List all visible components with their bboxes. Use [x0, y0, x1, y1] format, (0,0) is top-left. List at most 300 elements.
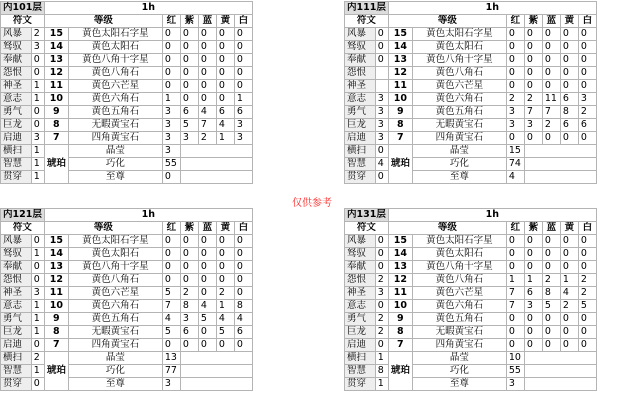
level-number[interactable]: 7: [44, 339, 68, 352]
rune-name[interactable]: 风暴: [345, 235, 376, 248]
drop-count[interactable]: 3: [162, 106, 180, 119]
rune-name[interactable]: 贯穿: [1, 378, 32, 391]
drop-count[interactable]: 0: [524, 132, 542, 145]
drop-count[interactable]: 0: [216, 274, 234, 287]
drop-count[interactable]: 0: [542, 41, 560, 54]
drop-count[interactable]: 1: [216, 132, 234, 145]
drop-count[interactable]: 7: [162, 300, 180, 313]
drop-count[interactable]: 0: [578, 326, 596, 339]
rune-name[interactable]: 怨恨: [345, 274, 376, 287]
col-header-level[interactable]: 等级: [388, 15, 506, 28]
gem-name[interactable]: 黄色五角石: [412, 106, 506, 119]
drop-count[interactable]: 2: [542, 274, 560, 287]
drop-count[interactable]: 0: [216, 80, 234, 93]
level-number[interactable]: 13: [44, 261, 68, 274]
drop-count[interactable]: 0: [524, 326, 542, 339]
amber-tier[interactable]: 巧化: [68, 158, 162, 171]
empty-cell[interactable]: [180, 158, 252, 171]
col-header-rune[interactable]: 符文: [1, 222, 45, 235]
drop-count[interactable]: 5: [198, 313, 216, 326]
drop-count[interactable]: 0: [216, 261, 234, 274]
gem-name[interactable]: 黄色六芒星: [412, 80, 506, 93]
drop-count[interactable]: 6: [234, 326, 252, 339]
empty-cell[interactable]: [524, 378, 596, 391]
drop-count[interactable]: 0: [542, 326, 560, 339]
amber-label[interactable]: 琥珀: [388, 352, 412, 391]
rune-count[interactable]: 0: [375, 339, 388, 352]
gem-name[interactable]: 黄色六角石: [412, 93, 506, 106]
gem-name[interactable]: 黄色八角石: [68, 274, 162, 287]
rune-name[interactable]: 驽驭: [1, 41, 32, 54]
drop-count[interactable]: 0: [198, 41, 216, 54]
col-header-blue[interactable]: 蓝: [542, 222, 560, 235]
rune-count[interactable]: 1: [375, 378, 388, 391]
amber-count[interactable]: 3: [506, 378, 524, 391]
empty-cell[interactable]: [524, 171, 596, 184]
rune-name[interactable]: 怨恨: [1, 274, 32, 287]
drop-count[interactable]: 4: [198, 300, 216, 313]
drop-count[interactable]: 0: [198, 54, 216, 67]
drop-count[interactable]: 0: [524, 339, 542, 352]
rune-name[interactable]: 意志: [345, 93, 376, 106]
rune-count[interactable]: 0: [375, 145, 388, 158]
drop-count[interactable]: 0: [560, 80, 578, 93]
col-header-yellow[interactable]: 黄: [560, 15, 578, 28]
col-header-red[interactable]: 红: [506, 15, 524, 28]
drop-count[interactable]: 2: [198, 132, 216, 145]
floor-title[interactable]: 内121层: [1, 209, 45, 222]
rune-name[interactable]: 勇气: [1, 106, 32, 119]
drop-count[interactable]: 0: [180, 28, 198, 41]
drop-count[interactable]: 0: [506, 54, 524, 67]
amber-tier[interactable]: 巧化: [412, 158, 506, 171]
drop-count[interactable]: 0: [180, 248, 198, 261]
drop-count[interactable]: 0: [560, 339, 578, 352]
drop-count[interactable]: 0: [560, 248, 578, 261]
drop-count[interactable]: 0: [524, 261, 542, 274]
drop-count[interactable]: 0: [234, 287, 252, 300]
drop-count[interactable]: 0: [578, 132, 596, 145]
drop-count[interactable]: 1: [506, 274, 524, 287]
amber-tier[interactable]: 至尊: [68, 171, 162, 184]
gem-name[interactable]: 无暇黄宝石: [68, 119, 162, 132]
duration[interactable]: 1h: [44, 2, 252, 15]
level-number[interactable]: 9: [388, 313, 412, 326]
amber-tier[interactable]: 晶莹: [412, 145, 506, 158]
empty-cell[interactable]: [524, 145, 596, 158]
rune-name[interactable]: 神圣: [1, 80, 32, 93]
drop-count[interactable]: 6: [560, 93, 578, 106]
drop-count[interactable]: 5: [578, 300, 596, 313]
rune-count[interactable]: 2: [31, 352, 44, 365]
rune-name[interactable]: 横扫: [345, 145, 376, 158]
rune-name[interactable]: 启迪: [345, 339, 376, 352]
drop-count[interactable]: 0: [578, 261, 596, 274]
amber-tier[interactable]: 晶莹: [68, 145, 162, 158]
gem-name[interactable]: 黄色八角十字星: [68, 54, 162, 67]
drop-count[interactable]: 0: [506, 67, 524, 80]
drop-count[interactable]: 6: [578, 119, 596, 132]
drop-count[interactable]: 2: [560, 300, 578, 313]
amber-label[interactable]: 琥珀: [44, 352, 68, 391]
drop-count[interactable]: 1: [524, 274, 542, 287]
level-number[interactable]: 13: [388, 54, 412, 67]
duration[interactable]: 1h: [388, 2, 596, 15]
drop-count[interactable]: 0: [216, 93, 234, 106]
drop-count[interactable]: 0: [542, 313, 560, 326]
drop-count[interactable]: 0: [198, 248, 216, 261]
empty-cell[interactable]: [180, 352, 252, 365]
empty-cell[interactable]: [524, 158, 596, 171]
rune-name[interactable]: 启迪: [345, 132, 376, 145]
rune-count[interactable]: 2: [31, 28, 44, 41]
rune-count[interactable]: 0: [31, 378, 44, 391]
drop-count[interactable]: 8: [234, 300, 252, 313]
drop-count[interactable]: 0: [180, 274, 198, 287]
level-number[interactable]: 10: [388, 300, 412, 313]
drop-count[interactable]: 0: [524, 248, 542, 261]
drop-count[interactable]: 0: [198, 339, 216, 352]
rune-count[interactable]: 1: [31, 365, 44, 378]
drop-count[interactable]: 0: [198, 28, 216, 41]
rune-count[interactable]: 0: [375, 261, 388, 274]
rune-count[interactable]: 0: [375, 235, 388, 248]
amber-count[interactable]: 10: [506, 352, 524, 365]
gem-name[interactable]: 黄色八角石: [412, 274, 506, 287]
drop-count[interactable]: 6: [234, 106, 252, 119]
col-header-red[interactable]: 红: [506, 222, 524, 235]
gem-name[interactable]: 黄色太阳石字星: [412, 28, 506, 41]
rune-name[interactable]: 巨龙: [1, 119, 32, 132]
gem-name[interactable]: 黄色五角石: [68, 313, 162, 326]
col-header-level[interactable]: 等级: [44, 15, 162, 28]
floor-title[interactable]: 内101层: [1, 2, 45, 15]
drop-count[interactable]: 0: [180, 41, 198, 54]
rune-name[interactable]: 横扫: [1, 352, 32, 365]
empty-cell[interactable]: [180, 378, 252, 391]
drop-count[interactable]: 6: [524, 287, 542, 300]
drop-count[interactable]: 0: [234, 28, 252, 41]
gem-name[interactable]: 黄色八角石: [412, 67, 506, 80]
rune-count[interactable]: 0: [31, 274, 44, 287]
amber-count[interactable]: 3: [162, 145, 180, 158]
gem-name[interactable]: 四角黄宝石: [68, 132, 162, 145]
drop-count[interactable]: 3: [234, 119, 252, 132]
drop-count[interactable]: 0: [180, 93, 198, 106]
gem-name[interactable]: 黄色八角十字星: [412, 261, 506, 274]
drop-count[interactable]: 0: [524, 41, 542, 54]
rune-count[interactable]: 0: [375, 248, 388, 261]
drop-count[interactable]: 0: [162, 41, 180, 54]
drop-count[interactable]: 3: [162, 132, 180, 145]
drop-count[interactable]: 8: [180, 300, 198, 313]
col-header-white[interactable]: 白: [578, 222, 596, 235]
drop-count[interactable]: 0: [560, 261, 578, 274]
drop-count[interactable]: 0: [216, 67, 234, 80]
rune-count[interactable]: 0: [375, 300, 388, 313]
drop-count[interactable]: 0: [578, 339, 596, 352]
drop-count[interactable]: 0: [506, 28, 524, 41]
col-header-white[interactable]: 白: [578, 15, 596, 28]
gem-name[interactable]: 黄色六芒星: [68, 80, 162, 93]
drop-count[interactable]: 1: [234, 93, 252, 106]
drop-count[interactable]: 0: [180, 339, 198, 352]
rune-name[interactable]: 智慧: [345, 158, 376, 171]
drop-count[interactable]: 0: [162, 28, 180, 41]
level-number[interactable]: 10: [388, 93, 412, 106]
rune-name[interactable]: 横扫: [345, 352, 376, 365]
drop-count[interactable]: 0: [162, 339, 180, 352]
rune-name[interactable]: 怨恨: [1, 67, 32, 80]
drop-count[interactable]: 1: [560, 274, 578, 287]
drop-count[interactable]: 3: [524, 119, 542, 132]
drop-count[interactable]: 3: [524, 300, 542, 313]
level-number[interactable]: 15: [44, 28, 68, 41]
drop-count[interactable]: 7: [542, 106, 560, 119]
amber-label[interactable]: 琥珀: [44, 145, 68, 184]
drop-count[interactable]: 0: [560, 132, 578, 145]
drop-count[interactable]: 0: [578, 41, 596, 54]
amber-count[interactable]: 3: [162, 378, 180, 391]
rune-count[interactable]: 3: [375, 119, 388, 132]
level-number[interactable]: 12: [388, 274, 412, 287]
level-number[interactable]: 11: [44, 287, 68, 300]
drop-count[interactable]: 2: [506, 93, 524, 106]
drop-count[interactable]: 2: [216, 287, 234, 300]
drop-count[interactable]: 0: [180, 80, 198, 93]
drop-count[interactable]: 2: [542, 119, 560, 132]
col-header-level[interactable]: 等级: [44, 222, 162, 235]
drop-count[interactable]: 0: [542, 80, 560, 93]
drop-count[interactable]: 0: [180, 235, 198, 248]
drop-count[interactable]: 0: [198, 326, 216, 339]
drop-count[interactable]: 0: [198, 235, 216, 248]
rune-name[interactable]: 贯穿: [345, 378, 376, 391]
col-header-rune[interactable]: 符文: [345, 15, 389, 28]
col-header-level[interactable]: 等级: [388, 222, 506, 235]
rune-name[interactable]: 智慧: [1, 365, 32, 378]
gem-name[interactable]: 黄色六芒星: [68, 287, 162, 300]
empty-cell[interactable]: [180, 171, 252, 184]
amber-count[interactable]: 77: [162, 365, 180, 378]
drop-count[interactable]: 0: [198, 261, 216, 274]
drop-count[interactable]: 2: [578, 274, 596, 287]
drop-count[interactable]: 0: [560, 326, 578, 339]
drop-count[interactable]: 4: [216, 313, 234, 326]
drop-count[interactable]: 5: [162, 287, 180, 300]
amber-count[interactable]: 74: [506, 158, 524, 171]
rune-name[interactable]: 启迪: [1, 132, 32, 145]
duration[interactable]: 1h: [388, 209, 596, 222]
rune-count[interactable]: 0: [31, 261, 44, 274]
col-header-rune[interactable]: 符文: [1, 15, 45, 28]
drop-count[interactable]: 7: [524, 106, 542, 119]
level-number[interactable]: 12: [44, 274, 68, 287]
rune-count[interactable]: 1: [31, 300, 44, 313]
duration[interactable]: 1h: [44, 209, 252, 222]
col-header-yellow[interactable]: 黄: [560, 222, 578, 235]
drop-count[interactable]: 0: [216, 28, 234, 41]
drop-count[interactable]: 0: [180, 261, 198, 274]
rune-name[interactable]: 贯穿: [345, 171, 376, 184]
drop-count[interactable]: 0: [524, 235, 542, 248]
gem-name[interactable]: 黄色太阳石: [68, 41, 162, 54]
drop-count[interactable]: 0: [524, 80, 542, 93]
rune-count[interactable]: 1: [31, 171, 44, 184]
level-number[interactable]: 13: [388, 261, 412, 274]
drop-count[interactable]: 0: [216, 235, 234, 248]
level-number[interactable]: 8: [44, 119, 68, 132]
col-header-blue[interactable]: 蓝: [542, 15, 560, 28]
empty-cell[interactable]: [524, 365, 596, 378]
level-number[interactable]: 15: [388, 235, 412, 248]
rune-count[interactable]: 1: [31, 145, 44, 158]
drop-count[interactable]: 4: [234, 313, 252, 326]
rune-count[interactable]: 0: [375, 171, 388, 184]
amber-count[interactable]: 55: [506, 365, 524, 378]
drop-count[interactable]: 3: [180, 313, 198, 326]
col-header-rune[interactable]: 符文: [345, 222, 389, 235]
drop-count[interactable]: 4: [216, 119, 234, 132]
drop-count[interactable]: 0: [560, 41, 578, 54]
level-number[interactable]: 9: [388, 106, 412, 119]
rune-name[interactable]: 智慧: [1, 158, 32, 171]
amber-tier[interactable]: 至尊: [412, 171, 506, 184]
level-number[interactable]: 8: [44, 326, 68, 339]
amber-tier[interactable]: 至尊: [412, 378, 506, 391]
rune-name[interactable]: 奉献: [1, 54, 32, 67]
drop-count[interactable]: 0: [234, 67, 252, 80]
rune-name[interactable]: 意志: [1, 93, 32, 106]
drop-count[interactable]: 0: [542, 28, 560, 41]
level-number[interactable]: 7: [388, 132, 412, 145]
rune-count[interactable]: 3: [375, 106, 388, 119]
rune-name[interactable]: 勇气: [1, 313, 32, 326]
drop-count[interactable]: 0: [216, 41, 234, 54]
drop-count[interactable]: 5: [180, 119, 198, 132]
drop-count[interactable]: 6: [180, 106, 198, 119]
drop-count[interactable]: 0: [180, 67, 198, 80]
drop-count[interactable]: 6: [560, 119, 578, 132]
col-header-purple[interactable]: 紫: [524, 15, 542, 28]
col-header-white[interactable]: 白: [234, 15, 252, 28]
rune-count[interactable]: 0: [31, 339, 44, 352]
rune-count[interactable]: 0: [31, 119, 44, 132]
drop-count[interactable]: 0: [542, 248, 560, 261]
rune-count[interactable]: 1: [31, 93, 44, 106]
rune-count[interactable]: 1: [375, 352, 388, 365]
drop-count[interactable]: 0: [506, 80, 524, 93]
gem-name[interactable]: 黄色五角石: [68, 106, 162, 119]
drop-count[interactable]: 0: [524, 28, 542, 41]
drop-count[interactable]: 0: [506, 41, 524, 54]
rune-count[interactable]: 2: [375, 274, 388, 287]
rune-name[interactable]: 神圣: [345, 80, 376, 93]
drop-count[interactable]: 0: [524, 67, 542, 80]
empty-cell[interactable]: [180, 365, 252, 378]
rune-name[interactable]: 意志: [345, 300, 376, 313]
gem-name[interactable]: 无暇黄宝石: [68, 326, 162, 339]
rune-name[interactable]: 怨恨: [345, 67, 376, 80]
level-number[interactable]: 11: [44, 80, 68, 93]
level-number[interactable]: 11: [388, 80, 412, 93]
gem-name[interactable]: 无暇黄宝石: [412, 326, 506, 339]
col-header-yellow[interactable]: 黄: [216, 15, 234, 28]
level-number[interactable]: 8: [388, 119, 412, 132]
drop-count[interactable]: 0: [234, 80, 252, 93]
rune-count[interactable]: 3: [375, 132, 388, 145]
col-header-red[interactable]: 红: [162, 222, 180, 235]
drop-count[interactable]: 0: [578, 248, 596, 261]
rune-count[interactable]: 0: [31, 67, 44, 80]
rune-name[interactable]: 风暴: [1, 28, 32, 41]
drop-count[interactable]: 0: [216, 54, 234, 67]
drop-count[interactable]: 0: [234, 339, 252, 352]
amber-count[interactable]: 4: [506, 171, 524, 184]
rune-count[interactable]: 2: [375, 326, 388, 339]
drop-count[interactable]: 2: [578, 287, 596, 300]
drop-count[interactable]: 0: [234, 54, 252, 67]
rune-name[interactable]: 奉献: [345, 261, 376, 274]
drop-count[interactable]: 4: [198, 106, 216, 119]
drop-count[interactable]: 4: [162, 313, 180, 326]
drop-count[interactable]: 1: [216, 300, 234, 313]
rune-count[interactable]: 0: [375, 28, 388, 41]
rune-name[interactable]: 巨龙: [345, 326, 376, 339]
drop-count[interactable]: 0: [234, 261, 252, 274]
rune-name[interactable]: 巨龙: [1, 326, 32, 339]
rune-count[interactable]: 0: [31, 106, 44, 119]
drop-count[interactable]: 0: [542, 132, 560, 145]
empty-cell[interactable]: [524, 352, 596, 365]
gem-name[interactable]: 黄色五角石: [412, 313, 506, 326]
col-header-purple[interactable]: 紫: [524, 222, 542, 235]
drop-count[interactable]: 11: [542, 93, 560, 106]
col-header-white[interactable]: 白: [234, 222, 252, 235]
amber-count[interactable]: 55: [162, 158, 180, 171]
rune-count[interactable]: 3: [375, 287, 388, 300]
drop-count[interactable]: 0: [542, 261, 560, 274]
rune-name[interactable]: 启迪: [1, 339, 32, 352]
level-number[interactable]: 9: [44, 313, 68, 326]
rune-name[interactable]: 神圣: [1, 287, 32, 300]
gem-name[interactable]: 四角黄宝石: [412, 339, 506, 352]
rune-count[interactable]: 8: [375, 365, 388, 378]
rune-count[interactable]: [375, 67, 388, 80]
gem-name[interactable]: 黄色太阳石字星: [68, 235, 162, 248]
drop-count[interactable]: 4: [560, 287, 578, 300]
rune-count[interactable]: 3: [31, 41, 44, 54]
drop-count[interactable]: 0: [506, 248, 524, 261]
drop-count[interactable]: 0: [180, 54, 198, 67]
level-number[interactable]: 10: [44, 93, 68, 106]
level-number[interactable]: 7: [388, 339, 412, 352]
amber-count[interactable]: 15: [506, 145, 524, 158]
drop-count[interactable]: 0: [506, 339, 524, 352]
gem-name[interactable]: 黄色太阳石: [412, 41, 506, 54]
col-header-blue[interactable]: 蓝: [198, 222, 216, 235]
rune-count[interactable]: 3: [31, 287, 44, 300]
level-number[interactable]: 11: [388, 287, 412, 300]
drop-count[interactable]: 0: [578, 67, 596, 80]
level-number[interactable]: 12: [44, 67, 68, 80]
drop-count[interactable]: 0: [234, 235, 252, 248]
gem-name[interactable]: 黄色太阳石字星: [68, 28, 162, 41]
empty-cell[interactable]: [180, 145, 252, 158]
drop-count[interactable]: 3: [506, 106, 524, 119]
drop-count[interactable]: 0: [198, 287, 216, 300]
rune-count[interactable]: [375, 80, 388, 93]
